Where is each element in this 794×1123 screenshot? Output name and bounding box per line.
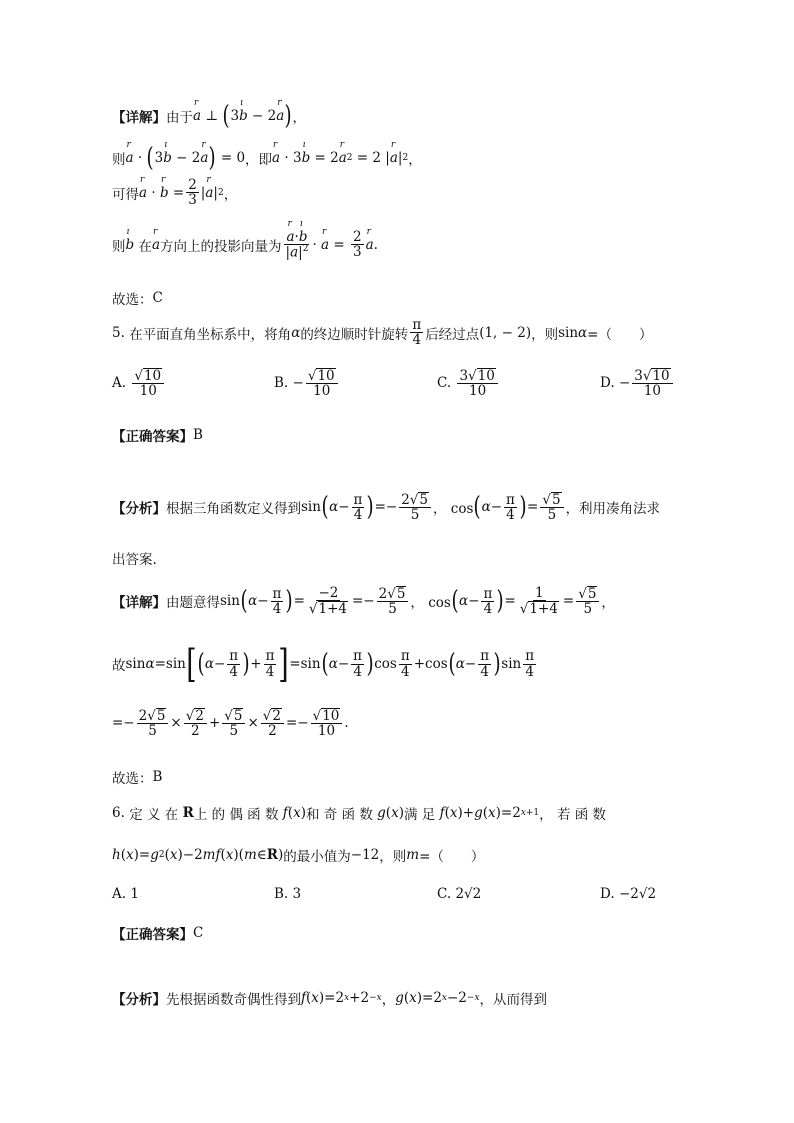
q6-analysis: 【分析】 先根据函数奇偶性得到 f ( x )=2 x +2 −x ， g ( x )=2 x −2 −x ，从而得到 xyxy=(112,990,548,1008)
q5-stem-text: 的终边顺时针旋转 xyxy=(300,326,409,343)
set-R: R xyxy=(182,805,194,821)
vec-a: r a xyxy=(193,108,201,124)
q4-text: 则 xyxy=(112,152,126,168)
option-label: C. xyxy=(437,375,452,392)
answer-value: C xyxy=(193,925,204,941)
q5-stem-text: ，则 xyxy=(531,326,559,343)
q4-detail-line1: 【详解】 由于 r a ⊥ ( 3 ı b − 2 r a ) ， xyxy=(112,103,306,129)
analysis-text: 出答案. xyxy=(112,552,157,568)
radicand: 10 xyxy=(317,368,335,384)
q4-text: 可得 xyxy=(112,186,139,203)
choose-value: B xyxy=(152,769,163,785)
q6-stem-text: ，则 xyxy=(379,849,407,865)
q6-answer xyxy=(112,923,203,943)
q6-stem-text: 满 足 xyxy=(403,807,436,823)
analysis-text: 先根据函数奇偶性得到 xyxy=(166,992,301,1008)
q6-stem-line1: 6. 定 义 在 R 上 的 偶 函 数 f ( x ) 和 奇 函 数 g ( x ) 满 足 f ( x )+ g ( x )=2 x+1 ， 若 函 数 xyxy=(112,805,607,823)
den: 10 xyxy=(313,383,331,400)
q4-text: ，即 xyxy=(245,152,273,168)
option-label: C. xyxy=(437,886,452,902)
option-label: B. xyxy=(274,886,289,902)
q6-stem-line2: h ( x )= g 2 ( x )−2 mf ( x )( m ∈ R ) 的最小值为 −12 ，则 m =（ ） xyxy=(112,847,485,865)
q4-detail-line3: 可得 r a · r b = $\frac{2}{3}$ | r a | 2 ， xyxy=(112,178,237,207)
q6-option-c[interactable] xyxy=(437,886,481,902)
q5-option-d[interactable]: D. − 3√ 10 10 xyxy=(600,368,675,398)
q5-option-b[interactable]: B. − √ 10 10 xyxy=(274,368,340,398)
q5-stem: 5. 在平面直角坐标系中，将角 α 的终边顺时针旋转 $\frac{\pi}{4}$ 后经过点 (1, − 2) ，则 sin α =（ ） xyxy=(112,317,653,349)
analysis-text: ，从而得到 xyxy=(479,992,548,1008)
option-value: −2√2 xyxy=(618,886,657,902)
option-label: B. xyxy=(274,375,289,392)
q4-text: 在 xyxy=(138,238,152,255)
q5-detail-line2: 故 sin α =sin [ ( α − $\frac{\pi}{4}$ ) + $\frac{\pi}{4}$ ] =sin ( α − $\frac{\pi}{4}$ ) cos $\frac{\pi}{4}$ +cos ( α − $\frac{\pi}{4}$ ) sin $\frac{\pi}{4}$ xyxy=(112,642,535,686)
q6-number: 6. xyxy=(112,805,125,821)
radicand: 10 xyxy=(652,368,670,384)
q5-stem-text: 后经过点 xyxy=(425,326,480,343)
answer-value: B xyxy=(193,427,203,443)
coef: 3 xyxy=(459,368,469,384)
radicand: 10 xyxy=(143,368,162,384)
option-label: D. xyxy=(600,375,615,392)
coef: 3 xyxy=(634,368,643,384)
q5-answer xyxy=(112,425,203,445)
answer-label: 【正确答案】 xyxy=(112,429,193,445)
sign: − xyxy=(618,375,631,392)
analysis-label: 【分析】 xyxy=(112,501,166,518)
den: 10 xyxy=(643,383,662,400)
option-value: 1 xyxy=(130,886,139,902)
radicand: 10 xyxy=(477,368,495,384)
q4-choose xyxy=(112,288,163,308)
q6-stem-text: 上 的 偶 函 数 xyxy=(193,807,279,823)
q5-detail-line3: =− 2√ 5 5 × √ 2 2 + √ 5 5 × √ 2 2 =− √ 10 10 . xyxy=(112,708,349,740)
den: 10 xyxy=(139,383,157,400)
q5-analysis-cont xyxy=(112,548,157,568)
q6-stem-text: 定 义 在 xyxy=(129,807,179,823)
q5-number: 5. xyxy=(112,324,125,341)
detail-label: 【详解】 xyxy=(112,595,166,612)
q6-option-b[interactable] xyxy=(274,886,301,902)
q6-stem-text: 的最小值为 xyxy=(283,849,351,865)
q6-stem-text: 和 奇 函 数 xyxy=(305,807,373,823)
q4-detail-line2: 则 r a · ( 3 ı b − 2 r a ) = 0 ，即 r a · 3 ı b = 2 r a 2 = 2 | r a | 2 ， xyxy=(112,145,422,171)
option-label: D. xyxy=(600,886,615,902)
q5-point: (1, − 2) xyxy=(479,324,532,341)
analysis-text: 根据三角函数定义得到 xyxy=(166,501,301,518)
q5-option-a[interactable]: A. √ 10 10 xyxy=(112,368,166,398)
option-label: A. xyxy=(112,375,127,392)
q4-text: 则 xyxy=(112,238,126,255)
choose-label: 故选： xyxy=(112,771,153,787)
answer-label: 【正确答案】 xyxy=(112,927,193,943)
option-value: 2√2 xyxy=(455,886,482,902)
q5-analysis: 【分析】 根据三角函数定义得到 sin ( α − $\frac{\pi}{4}$ ) =− 2√ 5 5 ， cos ( α − $\frac{\pi}{4}$ ) = √ 5 5 ，利用凑角法求 xyxy=(112,491,661,524)
q4-text: 由于 xyxy=(166,110,193,126)
option-value: 3 xyxy=(292,886,302,902)
q6-stem-text: =（ ） xyxy=(419,849,485,865)
den: 10 xyxy=(469,383,487,400)
q5-stem-text: =（ ） xyxy=(587,326,653,343)
q4-text: ， xyxy=(408,152,422,168)
detail-text: 故 xyxy=(112,658,126,674)
detail-text: 由题意得 xyxy=(166,595,220,612)
sign: − xyxy=(292,375,304,392)
option-label: A. xyxy=(112,886,127,902)
q4-detail-line4: 则 ı b 在 r a 方向上的投影向量为 r $\frac{\text{a·ı b}}{|a|^2}$ · r a = $\frac{2}{3}$ r a . xyxy=(112,230,378,260)
q6-option-d[interactable] xyxy=(600,886,656,902)
q5-option-c[interactable]: C. 3√ 10 10 xyxy=(437,368,500,398)
choose-label: 故选： xyxy=(112,292,153,308)
q4-text: 方向上的投影向量为 xyxy=(160,238,282,255)
choose-value: C xyxy=(152,290,163,306)
q6-stem-text: ， 若 函 数 xyxy=(539,807,607,823)
q5-stem-text: 在平面直角坐标系中，将角 xyxy=(129,326,292,343)
q5-detail-line1: 【详解】 由题意得 sin ( α − $\frac{\pi}{4}$ ) = −2 √ 1+4 =− 2√ 5 5 ， cos ( α − $\frac{\pi}{4}$ ) = 1 √ 1+4 = √ 5 5 ， xyxy=(112,585,615,618)
detail-label: 【详解】 xyxy=(112,110,166,126)
q6-option-a[interactable] xyxy=(112,886,139,902)
analysis-text: ，利用凑角法求 xyxy=(565,501,661,518)
analysis-label: 【分析】 xyxy=(112,992,166,1008)
q5-choose xyxy=(112,767,162,787)
q6-min-value: −12 xyxy=(350,847,380,863)
